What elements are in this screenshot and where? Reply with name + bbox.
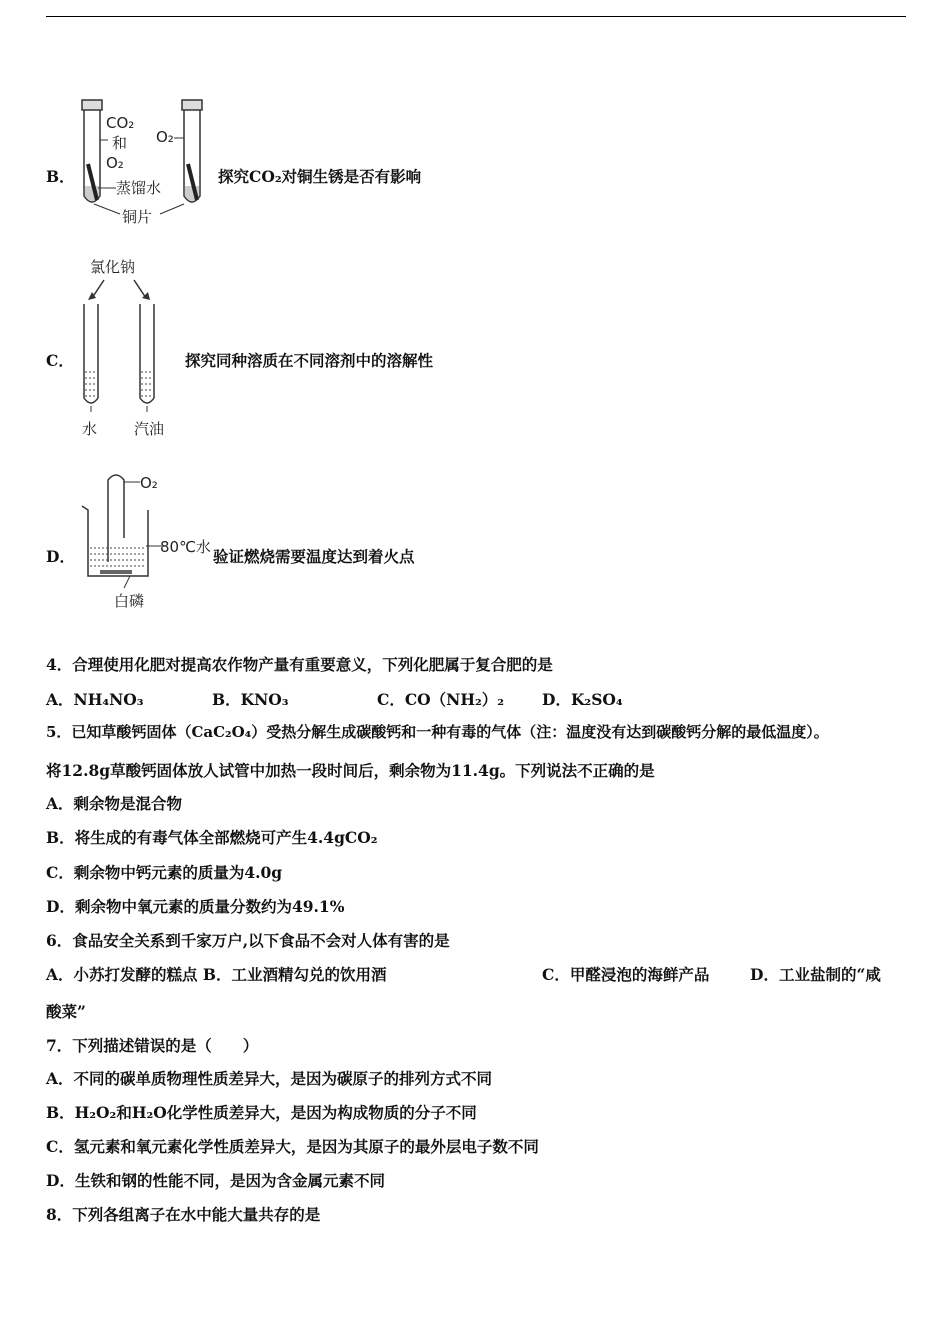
glass-tube bbox=[108, 475, 124, 562]
option-b-desc: 探究CO₂对铜生锈是否有影响 bbox=[218, 167, 422, 186]
q4-option-c: C．CO（NH₂）₂ bbox=[377, 690, 505, 709]
left-gas-1: CO₂ bbox=[106, 114, 135, 132]
test-tube-oil bbox=[140, 304, 154, 403]
q5-option-d: D．剩余物中氧元素的质量分数约为49.1% bbox=[46, 897, 345, 916]
q8-stem: 8．下列各组离子在水中能大量共存的是 bbox=[46, 1205, 321, 1224]
q7-option-d: D．生铁和钢的性能不同，是因为含金属元素不同 bbox=[46, 1171, 385, 1190]
stopper-right bbox=[182, 100, 202, 110]
q7-option-a: A．不同的碳单质物理性质差异大，是因为碳原子的排列方式不同 bbox=[46, 1069, 493, 1088]
water-label: 蒸馏水 bbox=[116, 179, 162, 197]
copper-label: 铜片 bbox=[122, 208, 153, 226]
solute-label: 氯化钠 bbox=[90, 258, 136, 276]
q5-stem-2: 将12.8g草酸钙固体放人试管中加热一段时间后，剩余物为11.4g。下列说法不正确的是 bbox=[46, 761, 655, 780]
test-tube-water bbox=[84, 304, 98, 403]
stopper-left bbox=[82, 100, 102, 110]
q5-option-a: A．剩余物是混合物 bbox=[46, 794, 183, 813]
q6-stem: 6．食品安全关系到千家万户,以下食品不会对人体有害的是 bbox=[46, 931, 450, 950]
q7-stem: 7．下列描述错误的是（ ） bbox=[46, 1036, 259, 1055]
option-c-desc: 探究同种溶质在不同溶剂中的溶解性 bbox=[185, 351, 434, 370]
q6-options-ab: A．小苏打发酵的糕点 B．工业酒精勾兑的饮用酒 bbox=[46, 965, 387, 984]
gas-label: O₂ bbox=[140, 474, 158, 492]
header-rule bbox=[46, 16, 906, 17]
phosphorus-label: 白磷 bbox=[114, 592, 145, 610]
right-gas: O₂ bbox=[156, 128, 174, 146]
left-gas-3: O₂ bbox=[106, 154, 124, 172]
q5-option-c: C．剩余物中钙元素的质量为4.0g bbox=[46, 863, 283, 882]
arrow-right bbox=[134, 280, 146, 298]
solvent-water: 水 bbox=[82, 420, 98, 438]
water-temp-label: 80℃水 bbox=[160, 538, 211, 556]
q6-option-d-cont: 酸菜” bbox=[46, 1002, 86, 1021]
phosphorus bbox=[100, 570, 132, 574]
q4-option-d: D．K₂SO₄ bbox=[542, 690, 623, 709]
q4-option-b: B．KNO₃ bbox=[212, 690, 289, 709]
copper-rust-diagram bbox=[76, 96, 214, 228]
option-d-label: D． bbox=[46, 547, 75, 566]
option-b-label: B． bbox=[46, 167, 75, 186]
q5-stem-1: 5．已知草酸钙固体（CaC₂O₄）受热分解生成碳酸钙和一种有毒的气体（注：温度没有达到碳酸钙分解的最低温度）。 bbox=[46, 723, 829, 741]
q5-option-b: B．将生成的有毒气体全部燃烧可产生4.4gCO₂ bbox=[46, 828, 378, 847]
combustion-diagram bbox=[78, 470, 216, 616]
solubility-diagram bbox=[74, 254, 184, 440]
q7-option-b: B．H₂O₂和H₂O化学性质差异大，是因为构成物质的分子不同 bbox=[46, 1103, 477, 1122]
q6-option-d: D．工业盐制的“咸 bbox=[750, 965, 881, 984]
q4-stem: 4．合理使用化肥对提高农作物产量有重要意义，下列化肥属于复合肥的是 bbox=[46, 655, 553, 674]
option-d-desc: 验证燃烧需要温度达到着火点 bbox=[213, 547, 415, 566]
solvent-oil: 汽油 bbox=[134, 420, 165, 438]
q6-option-c: C．甲醛浸泡的海鲜产品 bbox=[542, 965, 710, 984]
left-gas-2: 和 bbox=[112, 134, 128, 152]
q7-option-c: C．氢元素和氧元素化学性质差异大，是因为其原子的最外层电子数不同 bbox=[46, 1137, 539, 1156]
q4-option-a: A．NH₄NO₃ bbox=[46, 690, 144, 709]
option-c-label: C． bbox=[46, 351, 74, 370]
